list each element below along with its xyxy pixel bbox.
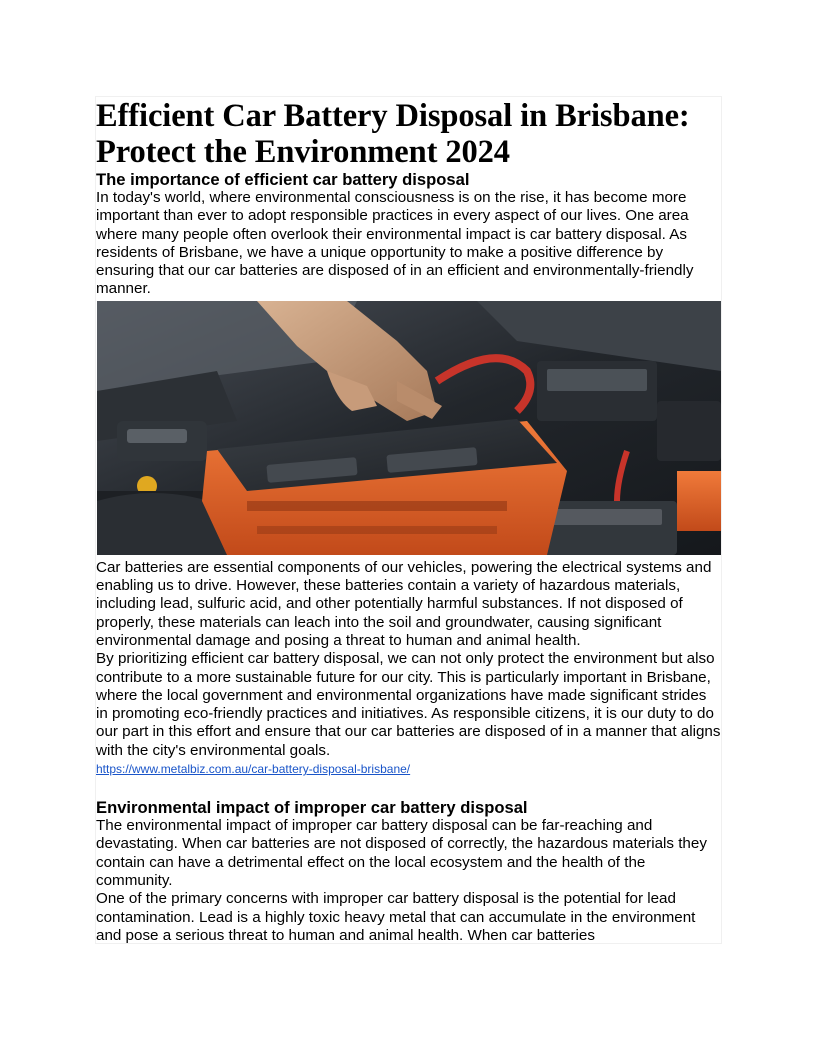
section-heading-importance: The importance of efficient car battery disposal — [96, 170, 470, 189]
source-link[interactable]: https://www.metalbiz.com.au/car-battery-disposal-brisbane/ — [96, 762, 411, 777]
paragraph-battery-components: Car batteries are essential components of our vehicles, powering the electrical systems and enabling us to drive. However, these batteries contain a variety of hazardous materials, including lead, sulfuric acid, and other potentially harmful substances. If not disposed of properly, these materials can leach into the soil and groundwater, causing significant environmental damage and posing a threat to human and animal health. — [96, 558, 712, 649]
section-heading-environmental-impact: Environmental impact of improper car battery disposal — [96, 798, 528, 818]
article-title: Efficient Car Battery Disposal in Brisbane: Protect the Environment 2024 — [96, 98, 690, 170]
article — [96, 98, 722, 945]
paragraph-prioritizing-disposal: By prioritizing efficient car battery disposal, we can not only protect the environment but also contribute to a more sustainable future for our city. This is particularly important in Brisbane, where the local government and environmental organizations have made significant strides in promoting eco-friendly practices and initiatives. As responsible citizens, it is our duty to do our part in this effort and ensure that our car batteries are disposed of in a manner that aligns with the city's environmental goals. — [96, 650, 721, 759]
section-spacer — [96, 778, 722, 798]
paragraph-lead-contamination: One of the primary concerns with improper car battery disposal is the potential for lead contamination. Lead is a highly toxic heavy metal that can accumulate in the environment and pose a serious threat to human and animal health. When car batteries — [96, 890, 696, 944]
intro-paragraph: In today's world, where environmental consciousness is on the rise, it has become more important than ever to adopt responsible practices in every aspect of our lives. One area where many people often overlook their environmental impact is car battery disposal. As residents of Brisbane, we have a unique opportunity to make a positive difference by ensuring that our car batteries are disposed of in an efficient and environmentally-friendly manner. — [96, 189, 694, 298]
car-battery-photo — [97, 301, 721, 555]
paragraph-impact-overview: The environmental impact of improper car battery disposal can be far-reaching and devastating. When car batteries are not disposed of correctly, the hazardous materials they contain can have a detrimental effect on the local ecosystem and the health of the community. — [96, 817, 707, 889]
